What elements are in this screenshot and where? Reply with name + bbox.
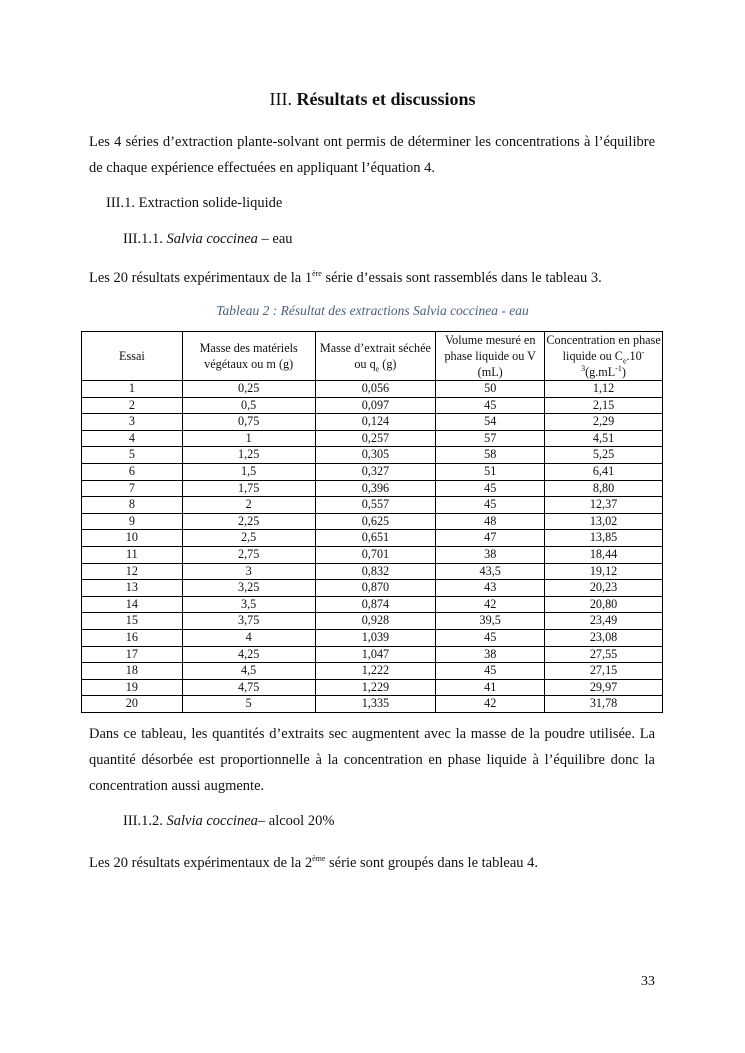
table-row	[82, 646, 663, 663]
table-cell: 0,651	[315, 530, 436, 547]
table-row	[82, 497, 663, 514]
table-cell: 2,25	[182, 513, 315, 530]
header-masse-vegetaux: Masse des matériels végétaux ou m (g)	[182, 332, 315, 381]
table-cell: 18,44	[545, 546, 663, 563]
table-cell: 16	[82, 629, 183, 646]
table-cell: 4	[182, 629, 315, 646]
section-heading-number: III.	[269, 89, 292, 109]
table-cell: 8	[82, 497, 183, 514]
table-row	[82, 629, 663, 646]
table-cell: 0,75	[182, 414, 315, 431]
table-cell: 5	[182, 696, 315, 713]
table-cell: 43,5	[436, 563, 545, 580]
table-row	[82, 530, 663, 547]
header-conc-a: Concentration en phase liquide ou C	[546, 333, 661, 363]
table-cell: 12	[82, 563, 183, 580]
table-cell: 6	[82, 463, 183, 480]
results-1-after: série d’essais sont rassemblés dans le tableau 3.	[321, 270, 602, 286]
page-number: 33	[641, 974, 655, 989]
table-cell: 4,51	[545, 430, 663, 447]
table-row	[82, 480, 663, 497]
table-row	[82, 430, 663, 447]
header-concentration	[545, 332, 663, 381]
table-cell: 29,97	[545, 679, 663, 696]
table-cell: 4	[82, 430, 183, 447]
table-cell: 51	[436, 463, 545, 480]
table-cell: 0,5	[182, 397, 315, 414]
table-body	[82, 381, 663, 713]
header-masse-extrait-b: (g)	[379, 357, 397, 371]
table-cell: 27,15	[545, 663, 663, 680]
results-table	[81, 331, 663, 713]
table-cell: 20,23	[545, 580, 663, 597]
table-cell: 0,557	[315, 497, 436, 514]
table-cell: 13	[82, 580, 183, 597]
table-cell: 0,124	[315, 414, 436, 431]
table-cell: 1,335	[315, 696, 436, 713]
table-cell: 2	[82, 397, 183, 414]
table-caption: Tableau 2 : Résultat des extractions Salvia coccinea - eau	[216, 303, 529, 318]
table-cell: 0,327	[315, 463, 436, 480]
table-row	[82, 463, 663, 480]
table-cell: 0,305	[315, 447, 436, 464]
table-cell: 31,78	[545, 696, 663, 713]
results-2-before: Les 20 résultats expérimentaux de la 2	[89, 855, 313, 871]
table-cell: 0,056	[315, 381, 436, 398]
results-2-after: série sont groupés dans le tableau 4.	[325, 855, 539, 871]
results-sentence-1	[89, 265, 655, 291]
table-cell: 38	[436, 546, 545, 563]
table-cell: 13,02	[545, 513, 663, 530]
table-cell: 13,85	[545, 530, 663, 547]
table-cell: 4,25	[182, 646, 315, 663]
table-cell: 23,08	[545, 629, 663, 646]
header-essai: Essai	[82, 332, 183, 381]
table-cell: 45	[436, 663, 545, 680]
table-cell: 23,49	[545, 613, 663, 630]
table-cell: 10	[82, 530, 183, 547]
table-cell: 48	[436, 513, 545, 530]
section-heading-text: Résultats et discussions	[296, 89, 476, 109]
section-heading	[0, 89, 745, 110]
table-cell: 58	[436, 447, 545, 464]
table-cell: 0,25	[182, 381, 315, 398]
table-cell: 1	[182, 430, 315, 447]
table-cell: 2,29	[545, 414, 663, 431]
table-cell: 2,5	[182, 530, 315, 547]
header-masse-extrait-a: Masse d’extrait séchée ou q	[319, 341, 431, 371]
subsection-1-2-species: Salvia coccinea	[166, 813, 258, 829]
table-cell: 27,55	[545, 646, 663, 663]
subsection-heading-1-2	[123, 813, 334, 830]
table-cell: 1,047	[315, 646, 436, 663]
subsection-1-1-prefix: III.1.1.	[123, 231, 163, 247]
table-row	[82, 663, 663, 680]
table-cell: 5,25	[545, 447, 663, 464]
table-cell: 57	[436, 430, 545, 447]
subsection-1-2-suffix: – alcool 20%	[257, 813, 335, 829]
subsection-heading-1-1	[123, 231, 293, 248]
table-cell: 12,37	[545, 497, 663, 514]
table-cell: 1,5	[182, 463, 315, 480]
table-cell: 50	[436, 381, 545, 398]
table-cell: 9	[82, 513, 183, 530]
header-conc-sup2: -1	[615, 363, 622, 373]
subsection-1-1-suffix: – eau	[257, 231, 293, 247]
table-cell: 5	[82, 447, 183, 464]
table-cell: 1,222	[315, 663, 436, 680]
intro-paragraph: Les 4 séries d’extraction plante-solvant ont permis de déterminer les concentrations à l’équilibre de chaque expérience effectuées en appliquant l’équation 4.	[89, 134, 655, 176]
table-row	[82, 563, 663, 580]
table-row	[82, 447, 663, 464]
table-cell: 42	[436, 696, 545, 713]
header-conc-d: )	[621, 365, 626, 379]
table-cell: 0,928	[315, 613, 436, 630]
table-cell: 4,75	[182, 679, 315, 696]
table-cell: 54	[436, 414, 545, 431]
subsection-1-1-species: Salvia coccinea	[166, 231, 258, 247]
table-cell: 19	[82, 679, 183, 696]
table-cell: 1,12	[545, 381, 663, 398]
table-row	[82, 513, 663, 530]
table-cell: 20	[82, 696, 183, 713]
table-header-row	[82, 332, 663, 381]
table-row	[82, 679, 663, 696]
results-2-sup: ème	[312, 854, 326, 864]
table-cell: 42	[436, 596, 545, 613]
table-row	[82, 414, 663, 431]
table-cell: 8,80	[545, 480, 663, 497]
table-cell: 1,25	[182, 447, 315, 464]
table-cell: 14	[82, 596, 183, 613]
table-cell: 45	[436, 497, 545, 514]
table-cell: 45	[436, 397, 545, 414]
header-masse-extrait	[315, 332, 436, 381]
table-cell: 2,15	[545, 397, 663, 414]
table-cell: 1,229	[315, 679, 436, 696]
table-cell: 45	[436, 629, 545, 646]
table-row	[82, 397, 663, 414]
table-cell: 19,12	[545, 563, 663, 580]
results-1-sup: ère	[312, 269, 322, 279]
header-conc-b: .10	[626, 349, 642, 363]
table-cell: 15	[82, 613, 183, 630]
table-cell: 0,257	[315, 430, 436, 447]
table-row	[82, 596, 663, 613]
table-cell: 3	[182, 563, 315, 580]
results-1-before: Les 20 résultats expérimentaux de la 1	[89, 270, 313, 286]
results-sentence-2	[89, 850, 655, 876]
table-cell: 47	[436, 530, 545, 547]
table-cell: 7	[82, 480, 183, 497]
table-row	[82, 580, 663, 597]
header-conc-c: (g.mL	[585, 365, 616, 379]
table-cell: 18	[82, 663, 183, 680]
table-cell: 17	[82, 646, 183, 663]
table-cell: 0,832	[315, 563, 436, 580]
table-cell: 3,5	[182, 596, 315, 613]
table-cell: 0,870	[315, 580, 436, 597]
table-cell: 0,874	[315, 596, 436, 613]
table-cell: 3	[82, 414, 183, 431]
table-cell: 0,701	[315, 546, 436, 563]
table-cell: 0,625	[315, 513, 436, 530]
table-cell: 1,75	[182, 480, 315, 497]
table-row	[82, 546, 663, 563]
table-cell: 39,5	[436, 613, 545, 630]
header-conc-sub: e	[622, 356, 627, 366]
table-cell: 4,5	[182, 663, 315, 680]
table-cell: 11	[82, 546, 183, 563]
header-volume: Volume mesuré en phase liquide ou V (mL)	[436, 332, 545, 381]
table-cell: 41	[436, 679, 545, 696]
table-cell: 43	[436, 580, 545, 597]
header-masse-extrait-sub: e	[375, 364, 380, 374]
table-cell: 1	[82, 381, 183, 398]
discussion-paragraph: Dans ce tableau, les quantités d’extraits sec augmentent avec la masse de la poudre utilisée. La quantité désorbée est proportionnelle à la concentration en phase liquide à l’équilibre donc la concentration aussi augmente.	[89, 726, 655, 794]
header-conc-sup1: -3	[581, 347, 645, 373]
table-cell: 38	[436, 646, 545, 663]
table-cell: 2,75	[182, 546, 315, 563]
table-cell: 3,25	[182, 580, 315, 597]
table-cell: 0,396	[315, 480, 436, 497]
table-cell: 0,097	[315, 397, 436, 414]
table-cell: 2	[182, 497, 315, 514]
table-row	[82, 613, 663, 630]
table-cell: 1,039	[315, 629, 436, 646]
table-cell: 3,75	[182, 613, 315, 630]
table-cell: 45	[436, 480, 545, 497]
table-cell: 6,41	[545, 463, 663, 480]
subsection-heading-1: III.1. Extraction solide-liquide	[106, 195, 283, 211]
table-row	[82, 381, 663, 398]
table-cell: 20,80	[545, 596, 663, 613]
table-row	[82, 696, 663, 713]
subsection-1-2-prefix: III.1.2.	[123, 813, 163, 829]
